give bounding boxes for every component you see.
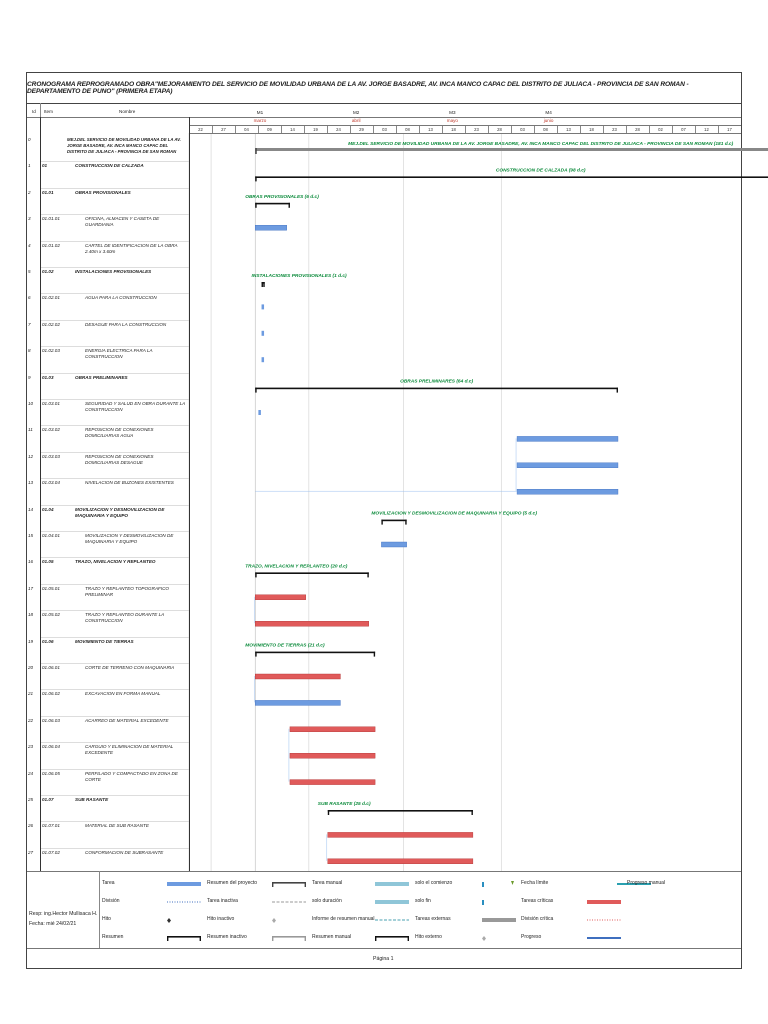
task-id: 11 <box>28 427 33 433</box>
task-name[interactable]: ENERGIA ELECTRICA PARA LA CONSTRUCCION <box>85 348 153 360</box>
task-id: 12 <box>28 453 34 459</box>
task-item-code: 01.07.01 <box>42 823 60 829</box>
task-name[interactable]: PERFILADO Y COMPACTADO EN ZONA DE CORTE <box>85 770 178 782</box>
task-item-code: 01.06.03 <box>42 717 60 723</box>
task-name[interactable]: CARGUIO Y ELIMINACION DE MATERIAL EXCEDENTE <box>85 744 174 756</box>
legend-swatch <box>511 881 514 885</box>
summary-label: MOVILIZACION Y DESMOVILIZACION DE MAQUINARIA Y EQUIPO (5 d.c) <box>371 511 537 517</box>
legend-swatch <box>167 918 171 923</box>
legend-item-label: solo el comienzo <box>415 880 453 886</box>
legend-swatch <box>272 882 273 887</box>
summary-cap <box>263 282 264 287</box>
tick-label: 12 <box>704 127 709 132</box>
summary-label: TRAZO, NIVELACION Y REPLANTEO (20 d.c) <box>245 564 348 570</box>
frame-line <box>27 871 741 872</box>
legend-swatch <box>167 936 168 941</box>
task-bar <box>517 463 618 468</box>
legend-swatch <box>200 936 201 941</box>
summary-cap <box>255 652 256 657</box>
task-name[interactable]: REPOSICION DE CONEXIONES DOMICILIARIAS AGUA <box>85 427 154 439</box>
summary-bar <box>328 810 473 812</box>
task-name[interactable]: CORTE DE TERRENO CON MAQUINARIA <box>85 665 175 670</box>
task-item-code: 01.04.01 <box>42 533 60 538</box>
footer-author: Resp: ing.Hector Mullisaca H. <box>29 911 98 917</box>
task-item-code: 01.05 <box>42 559 54 565</box>
legend-swatch <box>272 918 276 923</box>
legend-swatch <box>375 936 409 938</box>
task-item-code: 01.01 <box>42 189 54 195</box>
legend-swatch <box>305 936 306 941</box>
short-task-bar <box>262 357 265 362</box>
legend-swatch <box>587 937 621 939</box>
legend-swatch <box>305 882 306 887</box>
legend-item-label: Resumen manual <box>312 934 352 940</box>
critical-task-bar <box>290 753 375 758</box>
frame-line <box>99 871 100 948</box>
tick-label: 27 <box>221 127 226 132</box>
month-code: M3 <box>449 110 456 115</box>
task-id: 8 <box>28 348 31 354</box>
tick-label: 18 <box>451 127 456 132</box>
task-name[interactable]: OBRAS PRELIMINARES <box>75 374 128 380</box>
gantt-page <box>26 72 742 969</box>
task-item-code: 01.01.01 <box>42 216 60 222</box>
legend-item-label: Progreso <box>521 934 542 940</box>
frame-line <box>189 117 190 871</box>
tick-label: 22 <box>198 127 203 132</box>
summary-cap <box>374 652 375 657</box>
task-name[interactable]: MEJ.DEL SERVICIO DE MOVILIDAD URBANA DE LA AV. JORGE BASADRE, AV. INCA MANCO CAPAC DEL DISTRITO DE JULIACA - PROVINCIA DE SAN ROMAN <box>67 137 181 154</box>
tick-label: 17 <box>727 127 732 132</box>
legend-item-label: Hito inactivo <box>207 916 235 922</box>
legend-item-label: Resumen inactivo <box>207 934 247 940</box>
task-id: 4 <box>28 242 31 248</box>
task-id: 7 <box>28 321 31 327</box>
legend-item-label: Fecha límite <box>521 880 549 886</box>
legend-swatch <box>482 882 484 887</box>
task-name[interactable]: MOVIMIENTO DE TIERRAS <box>75 638 134 644</box>
summary-label: OBRAS PRELIMINARES (64 d.c) <box>400 379 474 385</box>
summary-label: OBRAS PROVISIONALES (6 d.c) <box>245 194 319 200</box>
summary-cap <box>289 203 290 208</box>
task-item-code: 01.06.02 <box>42 691 60 697</box>
summary-cap <box>381 520 382 525</box>
footer-date: Fecha: mié 24/02/21 <box>29 921 77 927</box>
task-name[interactable]: SEGURIDAD Y SALUD EN OBRA DURANTE LA CONSTRUCCION <box>85 401 186 412</box>
task-bar <box>255 700 340 705</box>
legend-swatch <box>167 882 201 886</box>
task-item-code: 01.02.02 <box>42 321 60 327</box>
col-divider <box>40 103 41 117</box>
task-name[interactable]: SUB RASANTE <box>75 797 109 802</box>
legend-item-label: Hito <box>102 916 111 922</box>
task-id: 6 <box>28 295 31 301</box>
summary-label: INSTALACIONES PROVISIONALES (1 d.c) <box>251 274 347 279</box>
task-name[interactable]: INSTALACIONES PROVISIONALES <box>75 269 152 274</box>
summary-cap <box>405 520 406 525</box>
task-name[interactable]: NIVELACION DE BUZONES EXISTENTES <box>85 480 174 486</box>
task-name[interactable]: REPOSICION DE CONEXIONES DOMICILIARIAS DESAGUE <box>85 453 154 465</box>
task-name[interactable]: TRAZO Y REPLANTEO DURANTE LA CONSTRUCCION <box>85 612 165 624</box>
task-item-code: 01.04 <box>42 506 54 512</box>
summary-bar <box>255 388 618 390</box>
critical-task-bar <box>290 727 375 732</box>
summary-cap <box>255 148 256 154</box>
legend-item-label: Tareas externas <box>415 916 451 922</box>
task-id: 21 <box>28 691 34 697</box>
month-code: M1 <box>256 110 264 115</box>
frame-line <box>27 117 741 118</box>
task-item-code: 01.06 <box>42 638 54 644</box>
summary-cap <box>255 203 256 208</box>
legend-swatch <box>482 936 486 941</box>
task-id: 1 <box>28 163 31 169</box>
task-id: 17 <box>28 585 34 591</box>
col-header-item: Item <box>44 109 53 114</box>
task-name[interactable]: OFICINA, ALMACEN Y CASETA DE GUARDIANIA <box>85 216 160 228</box>
task-bar <box>517 489 618 494</box>
legend-swatch <box>272 936 273 941</box>
tick-label: 04 <box>244 127 249 132</box>
task-name[interactable]: TRAZO Y REPLANTEO TOPOGRAFICO PRELIMINAR <box>85 585 169 597</box>
task-name[interactable]: AGUA PARA LA CONSTRUCCION <box>85 295 157 301</box>
task-name[interactable]: CARTEL DE IDENTIFICACION DE LA OBRA 2.40m x 3.60m <box>85 242 178 254</box>
summary-label: SUB RASANTE (25 d.c) <box>317 802 371 807</box>
task-bar <box>255 225 287 230</box>
task-name[interactable]: OBRAS PROVISIONALES <box>75 189 131 195</box>
tick-label: 08 <box>405 127 410 132</box>
task-name[interactable]: TRAZO, NIVELACION Y REPLANTEO <box>75 559 156 565</box>
legend-item-label: Resumen <box>102 934 124 940</box>
task-id: 26 <box>28 823 34 829</box>
month-name: abril <box>351 118 361 123</box>
legend-item-label: Tarea inactiva <box>207 898 238 904</box>
task-id: 5 <box>28 269 31 274</box>
task-name[interactable]: CONSTRUCCION DE CALZADA <box>75 163 144 169</box>
month-name: junio <box>543 118 554 123</box>
legend-swatch <box>167 936 201 938</box>
task-item-code: 01.02.01 <box>42 295 60 301</box>
task-item-code: 01.06.04 <box>42 744 60 750</box>
month-name: marzo <box>253 118 267 123</box>
summary-label: MOVIMIENTO DE TIERRAS (21 d.c) <box>245 643 325 649</box>
legend-item-label: solo duración <box>312 898 342 904</box>
task-item-code: 01.03.04 <box>42 480 60 486</box>
frame-line <box>40 117 41 871</box>
task-item-code: 01.07.02 <box>42 849 60 855</box>
task-name[interactable]: MOVILIZACION Y DESMOVILIZACION DE MAQUINARIA Y EQUIPO <box>85 533 174 544</box>
legend-item-label: División crítica <box>521 916 554 922</box>
task-id: 13 <box>28 480 34 486</box>
summary-bar <box>381 520 406 522</box>
task-id: 15 <box>28 533 34 538</box>
task-item-code: 01.03.01 <box>42 401 60 406</box>
task-bar <box>381 542 406 547</box>
short-task-bar <box>262 331 265 336</box>
legend-item-label: Tarea <box>102 880 115 886</box>
legend-item-label: Tarea manual <box>312 880 343 886</box>
tick-label: 08 <box>543 127 548 132</box>
critical-task-bar <box>328 859 473 864</box>
task-item-code: 01.03 <box>42 374 54 380</box>
page-number: Página 1 <box>373 956 394 962</box>
critical-task-bar <box>328 832 473 837</box>
task-item-code: 01.01.02 <box>42 242 60 248</box>
tick-label: 09 <box>267 127 272 132</box>
tick-label: 28 <box>635 127 640 132</box>
task-item-code: 01.06.05 <box>42 770 60 776</box>
legend-swatch <box>482 900 484 905</box>
legend-swatch <box>587 900 621 904</box>
tick-label: 28 <box>497 127 502 132</box>
summary-label: MEJ.DEL SERVICIO DE MOVILIDAD URBANA DE LA AV. JORGE BASADRE, AV. INCA MANCO CAPAC DEL DISTRITO DE JULIACA - PROVINCIA DE SAN ROMAN (181 d.c) <box>348 142 734 147</box>
task-name[interactable]: MATERIAL DE SUB RASANTE <box>85 823 149 829</box>
task-id: 27 <box>28 849 34 855</box>
frame-line <box>189 125 741 126</box>
summary-bar <box>255 572 369 574</box>
month-code: M4 <box>545 110 552 115</box>
task-name[interactable]: EXCAVACION EN FORMA MANUAL <box>85 691 161 697</box>
month-name: mayo <box>446 118 458 123</box>
task-item-code: 01 <box>42 163 48 169</box>
task-id: 19 <box>28 638 34 644</box>
task-name[interactable]: CONFORMACION DE SUBRASANTE <box>85 849 164 855</box>
project-summary-bar <box>255 148 768 151</box>
task-item-code: 01.07 <box>42 797 54 802</box>
tick-label: 13 <box>566 127 571 132</box>
legend-swatch <box>375 882 409 886</box>
summary-cap <box>255 572 256 577</box>
summary-cap <box>367 572 368 577</box>
short-task-bar <box>258 410 261 415</box>
task-item-code: 01.02.03 <box>42 348 60 354</box>
legend-item-label: Tareas críticas <box>521 898 554 904</box>
col-header-id: Id <box>32 109 36 114</box>
summary-bar <box>255 203 290 205</box>
legend-item-label: Progreso manual <box>627 880 666 886</box>
task-item-code: 01.03.02 <box>42 427 60 433</box>
month-code: M2 <box>352 110 360 115</box>
task-name[interactable]: MOVILIZACION Y DESMOVILIZACION DE MAQUINARIA Y EQUIPO <box>75 506 165 518</box>
task-id: 0 <box>28 137 31 142</box>
frame-line <box>27 948 741 949</box>
task-name[interactable]: DESAGUE PARA LA CONSTRUCCION <box>85 321 167 327</box>
task-name[interactable]: ACARREO DE MATERIAL EXCEDENTE <box>85 717 169 723</box>
tick-label: 23 <box>612 127 617 132</box>
legend-swatch <box>375 900 409 904</box>
frame-line <box>189 133 741 134</box>
task-item-code: 01.03.03 <box>42 453 60 459</box>
task-id: 2 <box>28 189 31 195</box>
legend-item-label: Hito externo <box>415 934 442 940</box>
tick-label: 13 <box>428 127 433 132</box>
tick-label: 19 <box>313 127 318 132</box>
summary-cap <box>617 388 618 393</box>
critical-task-bar <box>255 595 305 600</box>
tick-label: 24 <box>336 127 341 132</box>
critical-task-bar <box>290 780 375 785</box>
task-id: 3 <box>28 216 31 222</box>
legend-swatch <box>408 936 409 941</box>
summary-cap <box>255 176 256 181</box>
legend-item-label: Informe de resumen manual <box>312 916 375 922</box>
task-id: 22 <box>28 717 34 723</box>
gantt-chart <box>27 73 741 970</box>
task-id: 25 <box>28 797 34 802</box>
legend-swatch <box>375 936 376 941</box>
legend-item-label: División <box>102 898 120 904</box>
task-id: 10 <box>28 401 34 406</box>
task-item-code: 01.06.01 <box>42 665 60 670</box>
summary-bar <box>255 176 768 178</box>
col-header-nombre: Nombre <box>119 109 136 114</box>
task-id: 16 <box>28 559 34 565</box>
schedule-title: CRONOGRAMA REPROGRAMADO OBRA"MEJORAMIENTO DEL SERVICIO DE MOVILIDAD URBANA DE LA AV. JORGE BASADRE, AV. INCA MANCO CAPAC DEL DISTRITO DE JULIACA - PROVINCIA DE SAN ROMAN - DEPARTAMENTO DE PUNO" (PRIMERA ETAPA) <box>27 73 741 104</box>
critical-task-bar <box>255 674 340 679</box>
summary-bar <box>255 652 375 654</box>
task-bar <box>517 436 618 441</box>
summary-cap <box>328 810 329 815</box>
legend-item-label: solo fin <box>415 898 431 904</box>
summary-cap <box>471 810 472 815</box>
summary-cap <box>262 282 263 287</box>
legend-swatch <box>482 918 516 922</box>
task-item-code: 01.05.01 <box>42 585 60 591</box>
short-task-bar <box>262 304 265 309</box>
summary-cap <box>255 388 256 393</box>
task-id: 23 <box>28 744 34 750</box>
tick-label: 03 <box>520 127 525 132</box>
tick-label: 02 <box>658 127 663 132</box>
task-id: 18 <box>28 612 34 618</box>
legend-swatch <box>272 936 306 938</box>
tick-label: 07 <box>681 127 686 132</box>
tick-label: 29 <box>359 127 364 132</box>
tick-label: 23 <box>474 127 479 132</box>
critical-task-bar <box>255 621 369 626</box>
tick-label: 14 <box>290 127 295 132</box>
task-item-code: 01.05.02 <box>42 612 60 618</box>
tick-label: 03 <box>382 127 387 132</box>
legend-item-label: Resumen del proyecto <box>207 880 258 886</box>
summary-label: CONSTRUCCION DE CALZADA (98 d.c) <box>495 168 586 174</box>
tick-label: 18 <box>589 127 594 132</box>
task-id: 9 <box>28 374 31 380</box>
task-item-code: 01.02 <box>42 269 54 274</box>
task-id: 24 <box>28 770 34 776</box>
task-id: 14 <box>28 506 34 512</box>
task-id: 20 <box>28 665 34 670</box>
legend-swatch <box>272 882 306 884</box>
